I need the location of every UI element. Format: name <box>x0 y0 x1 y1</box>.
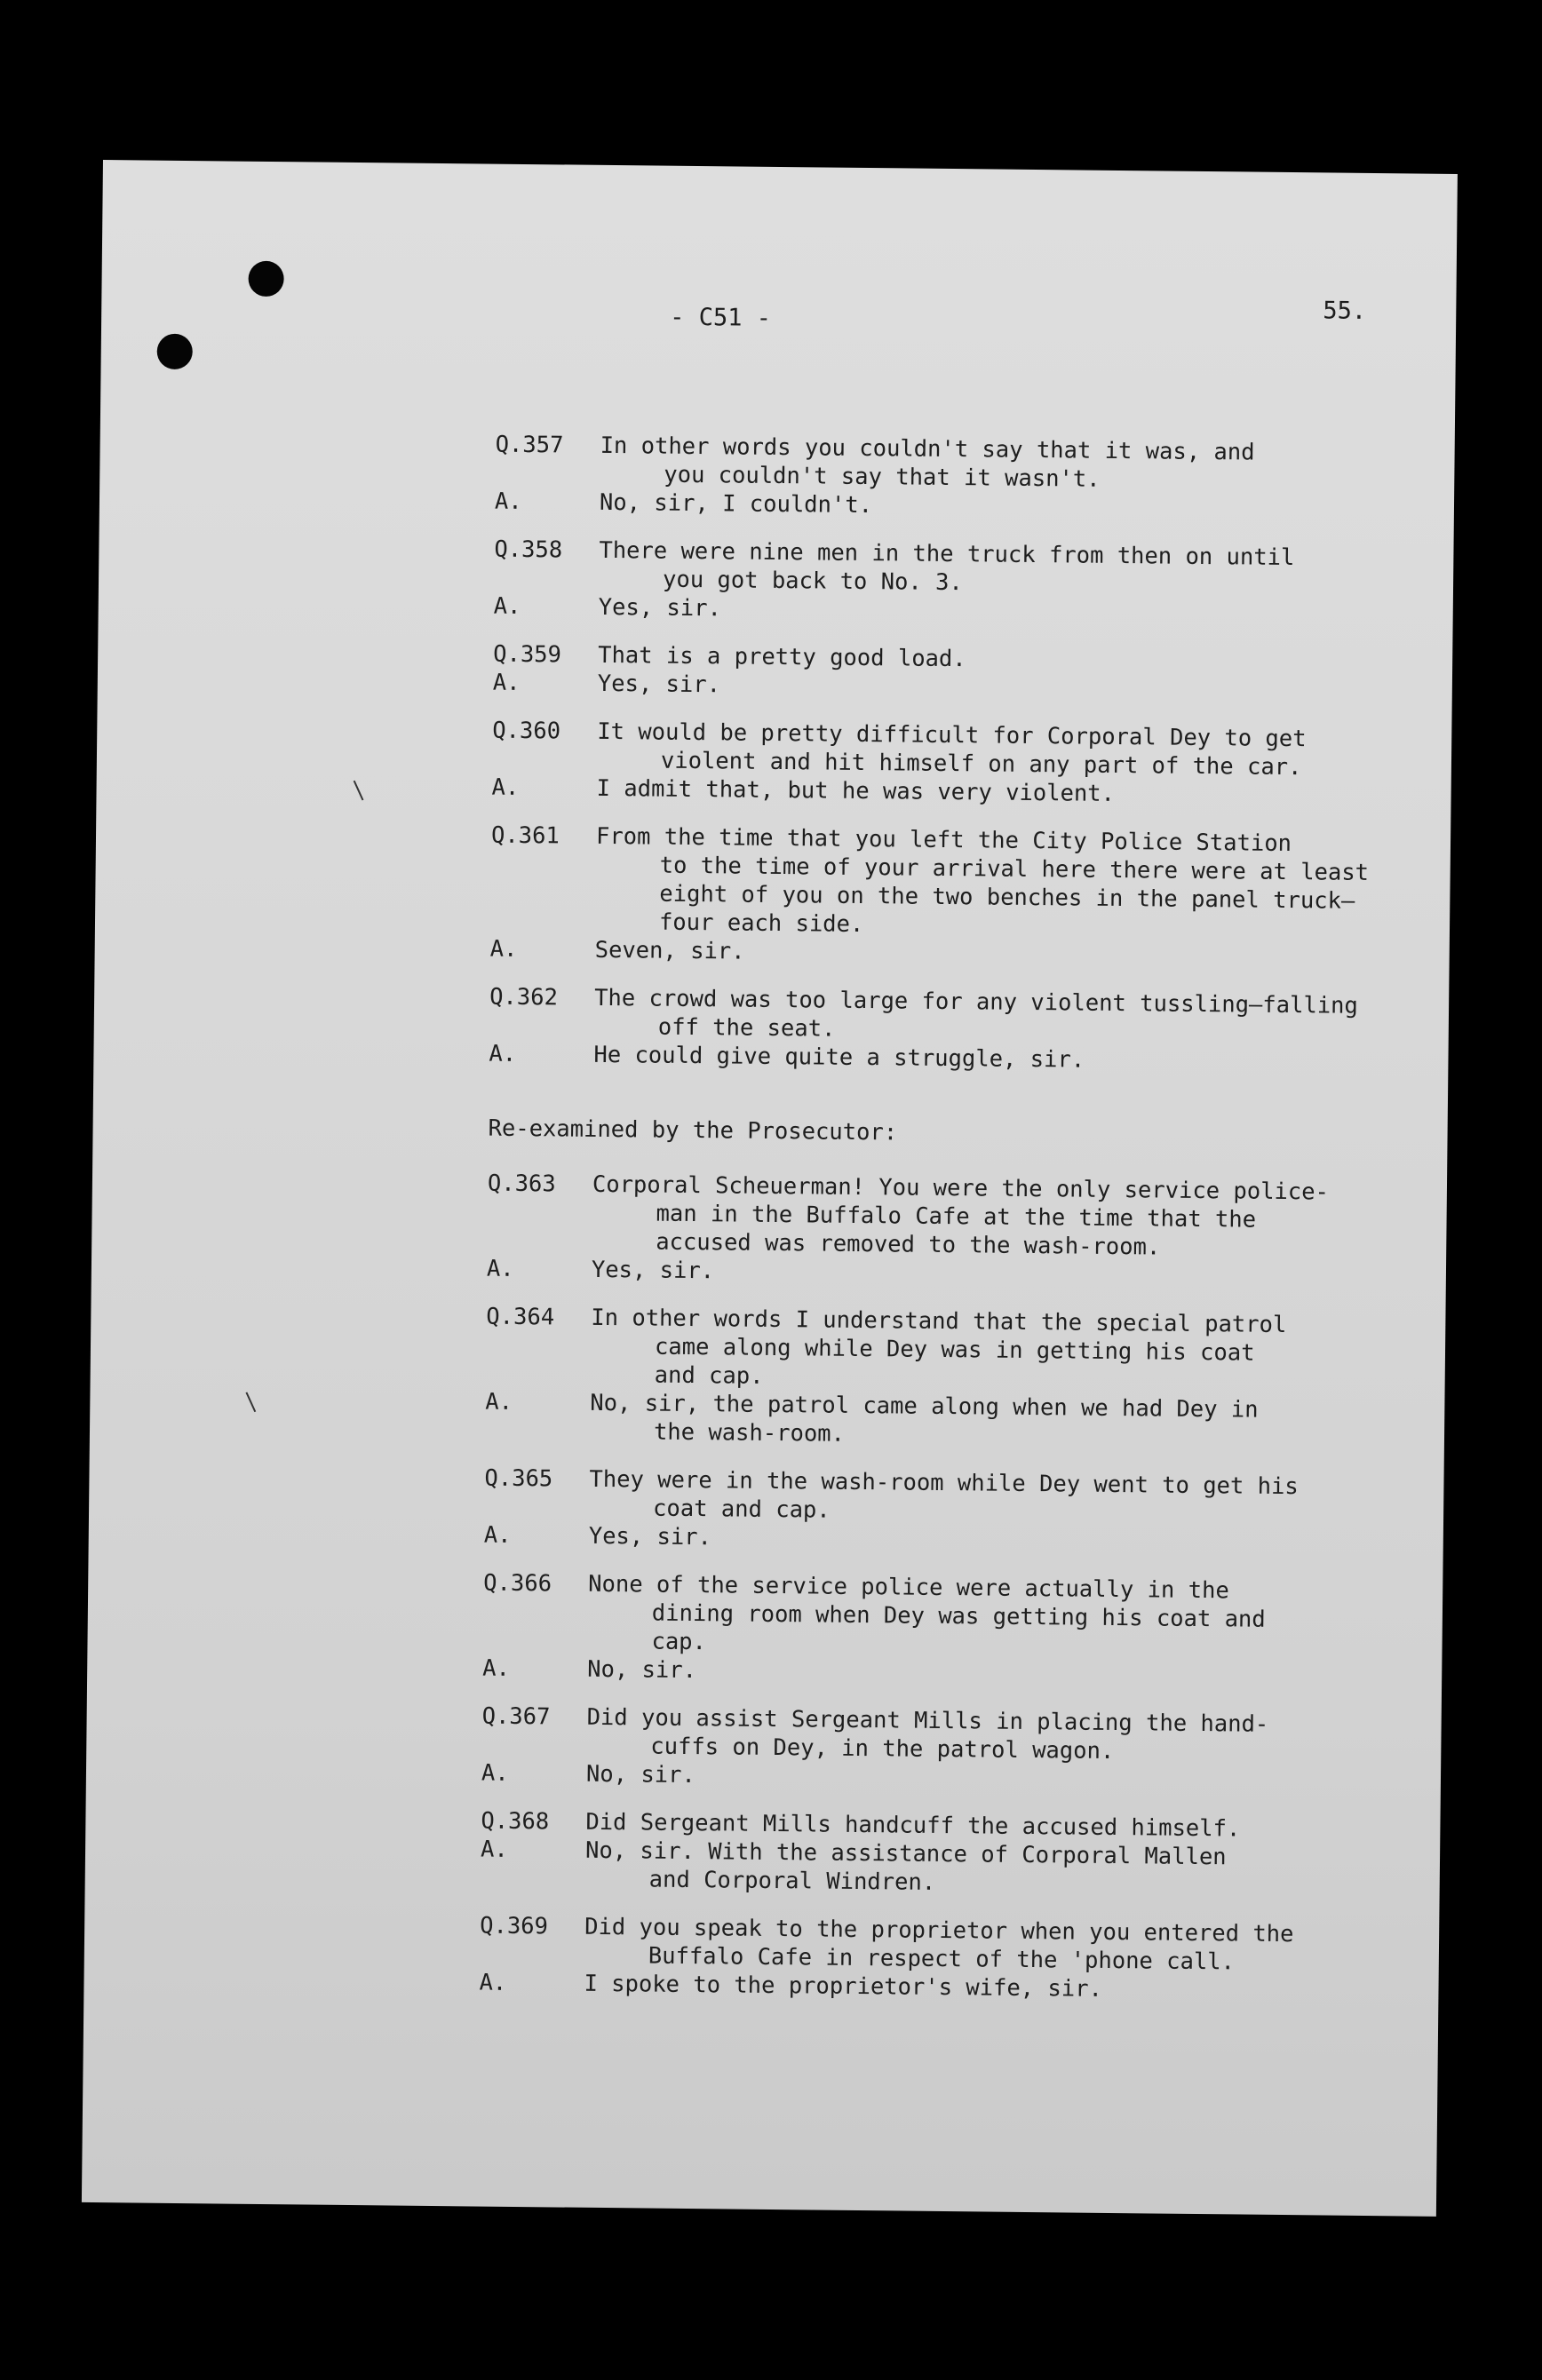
answer-label: A. <box>486 1255 514 1282</box>
question-line: violent and hit himself on any part of the car. <box>660 747 1302 781</box>
answer-line: Yes, sir. <box>591 1256 715 1285</box>
question-text <box>599 536 1427 602</box>
qa-entry <box>489 983 1422 1078</box>
answer-label: A. <box>489 935 518 963</box>
qa-entry <box>484 1464 1418 1559</box>
answer-line: No, sir. With the assistance of Corporal Mallen <box>584 1837 1227 1871</box>
question-line: In other words I understand that the special patrol <box>591 1304 1287 1339</box>
qa-entry <box>494 536 1427 631</box>
question-text <box>592 1170 1420 1265</box>
question-number: Q.367 <box>481 1702 551 1731</box>
question-line: Did you assist Sergeant Mills in placing the hand- <box>586 1703 1269 1738</box>
question-number: Q.362 <box>489 983 559 1012</box>
answer-label: A. <box>493 592 521 620</box>
page-number: 55. <box>1323 297 1367 325</box>
question-line: cap. <box>651 1628 707 1656</box>
cross-examination-entries <box>489 431 1427 1078</box>
question-number: Q.363 <box>487 1170 556 1198</box>
question-line: accused was removed to the wash-room. <box>656 1228 1161 1261</box>
qa-entry <box>487 1170 1420 1293</box>
question-number: Q.358 <box>494 536 563 564</box>
question-number: Q.357 <box>495 431 564 459</box>
question-row <box>487 1170 1420 1265</box>
answer-line: Yes, sir. <box>598 593 722 623</box>
document-page <box>82 160 1458 2217</box>
question-line: Did you speak to the proprietor when you entered the <box>584 1913 1294 1948</box>
qa-entry <box>482 1569 1416 1693</box>
question-line: In other words you couldn't say that it was, and <box>600 432 1255 466</box>
qa-entry <box>479 1912 1412 2007</box>
question-line: and cap. <box>654 1361 764 1390</box>
answer-label: A. <box>480 1836 508 1863</box>
answer-line: I admit that, but he was very violent. <box>596 774 1116 807</box>
answer-line: and Corporal Windren. <box>648 1866 936 1896</box>
answer-label: A. <box>479 1969 507 1996</box>
question-number: Q.364 <box>486 1303 555 1331</box>
qa-entry <box>485 1303 1419 1455</box>
question-line: man in the Buffalo Cafe at the time that the <box>656 1200 1257 1234</box>
question-row <box>481 1702 1415 1769</box>
qa-entry <box>481 1702 1415 1797</box>
question-row <box>482 1569 1416 1664</box>
question-line: eight of you on the two benches in the panel truck— <box>659 880 1355 915</box>
question-number: Q.369 <box>480 1912 549 1940</box>
question-text <box>594 984 1423 1050</box>
answer-label: A. <box>494 488 522 515</box>
answer-text <box>585 1837 1414 1902</box>
stray-mark <box>245 1392 256 1412</box>
answer-label: A. <box>483 1521 512 1549</box>
question-text <box>595 822 1424 945</box>
question-text <box>584 1913 1413 1979</box>
qa-entry <box>490 821 1425 973</box>
question-number: Q.368 <box>481 1807 550 1836</box>
answer-line: the wash-room. <box>653 1418 846 1448</box>
question-line: There were nine men in the truck from then on until <box>599 536 1295 572</box>
answer-label: A. <box>489 1040 517 1067</box>
punch-hole <box>157 334 193 369</box>
question-row <box>486 1303 1419 1398</box>
question-line: Did Sergeant Mills handcuff the accused himself. <box>585 1808 1241 1843</box>
question-line: dining room when Dey was getting his coat and <box>651 1599 1266 1633</box>
question-line: Buffalo Cafe in respect of the 'phone call. <box>648 1942 1236 1976</box>
answer-line: Yes, sir. <box>597 670 721 699</box>
answer-label: A. <box>492 669 521 696</box>
answer-line: He could give quite a struggle, sir. <box>593 1041 1085 1074</box>
question-row <box>490 821 1424 945</box>
question-text <box>591 1304 1419 1398</box>
answer-line: No, sir. <box>587 1655 697 1685</box>
question-number: Q.361 <box>490 821 560 850</box>
qa-entry <box>481 1807 1414 1902</box>
qa-entry <box>493 640 1427 707</box>
document-reference: - C51 - <box>670 303 772 332</box>
punch-hole <box>248 261 283 297</box>
question-line: to the time of your arrival here there were at least <box>659 852 1370 886</box>
answer-row <box>481 1836 1414 1902</box>
question-text <box>586 1703 1415 1769</box>
question-row <box>495 431 1428 497</box>
question-row <box>489 983 1423 1050</box>
answer-label: A. <box>491 774 520 801</box>
question-line: off the seat. <box>657 1013 836 1043</box>
question-line: None of the service police were actually in the <box>588 1570 1229 1605</box>
question-text <box>589 1465 1418 1531</box>
answer-line: No, sir, the patrol came along when we had Dey in <box>590 1389 1259 1424</box>
question-text <box>587 1570 1416 1664</box>
question-row <box>484 1464 1418 1531</box>
question-line: you got back to No. 3. <box>662 566 963 597</box>
question-text <box>600 432 1428 497</box>
question-line: coat and cap. <box>652 1495 831 1524</box>
question-line: From the time that you left the City Police Station <box>595 822 1292 858</box>
answer-line: I spoke to the proprietor's wife, sir. <box>584 1970 1103 2003</box>
question-row <box>480 1912 1413 1979</box>
answer-label: A. <box>485 1388 513 1416</box>
answer-line: Yes, sir. <box>588 1522 712 1551</box>
question-line: came along while Dey was in getting his coat <box>654 1333 1255 1367</box>
answer-label: A. <box>482 1654 511 1682</box>
question-number: Q.359 <box>493 640 562 669</box>
question-line: four each side. <box>658 908 864 939</box>
answer-text <box>590 1389 1419 1455</box>
question-row <box>492 717 1426 783</box>
qa-entry <box>495 431 1428 526</box>
question-line: They were in the wash-room while Dey went to get his <box>589 1465 1299 1501</box>
question-line: you couldn't say that it wasn't. <box>664 461 1101 493</box>
section-heading: Re-examined by the Prosecutor: <box>488 1115 898 1146</box>
question-line: That is a pretty good load. <box>598 641 966 673</box>
transcript-body <box>479 431 1428 2027</box>
answer-line: No, sir, I couldn't. <box>599 488 873 520</box>
question-line: It would be pretty difficult for Corporal Dey to get <box>597 718 1307 753</box>
answer-line: Seven, sir. <box>594 936 745 965</box>
answer-label: A. <box>481 1759 509 1787</box>
question-number: Q.360 <box>492 717 561 745</box>
qa-entry <box>491 717 1425 812</box>
question-number: Q.366 <box>483 1569 552 1598</box>
question-line: Corporal Scheuerman! You were the only service police- <box>592 1170 1330 1206</box>
re-examination-entries <box>479 1170 1420 2007</box>
question-text <box>597 718 1426 783</box>
answer-line: No, sir. <box>585 1760 695 1789</box>
question-line: The crowd was too large for any violent tussling—falling <box>593 984 1358 1019</box>
question-row <box>494 536 1427 602</box>
answer-row <box>485 1388 1419 1455</box>
question-line: cuffs on Dey, in the patrol wagon. <box>650 1733 1115 1765</box>
stray-mark <box>354 781 364 801</box>
question-number: Q.365 <box>484 1464 553 1493</box>
